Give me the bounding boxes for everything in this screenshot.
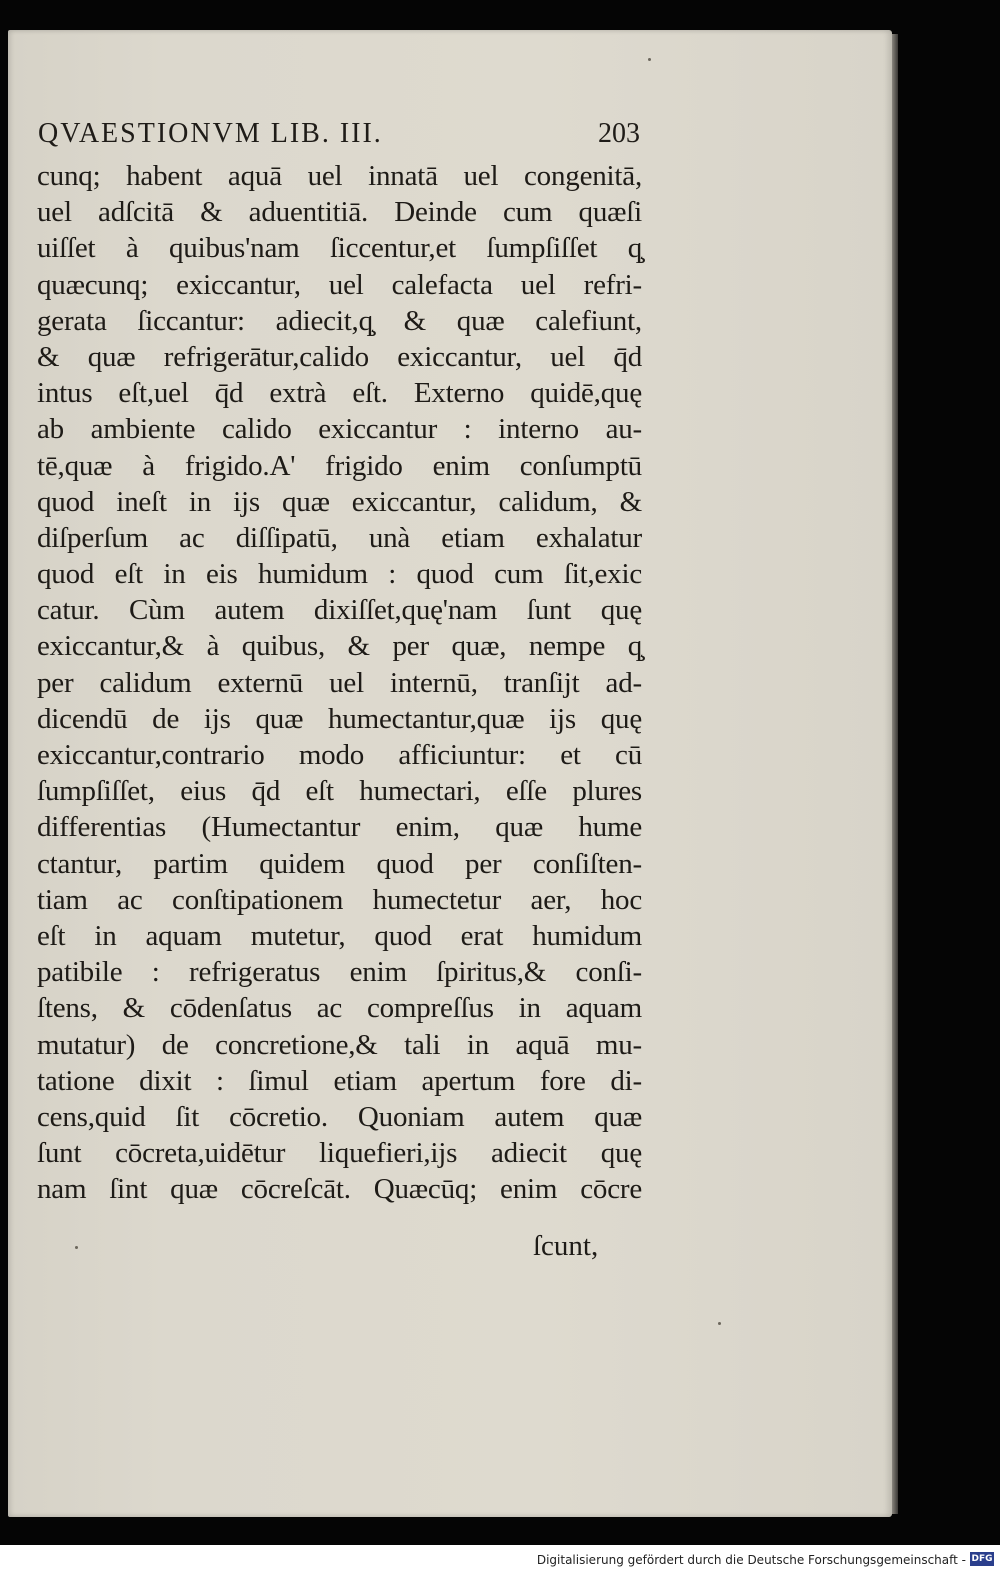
running-title: QVAESTIONVM LIB. III.	[38, 118, 383, 149]
text-line: cens,quid ſit cōcretio. Quoniam autem quæ	[37, 1100, 642, 1133]
text-line: differentias (Humectantur enim, quæ hume	[37, 811, 642, 844]
text-line: ab ambiente calido exiccantur : interno au-	[37, 413, 642, 446]
footer-bar	[0, 1545, 1000, 1573]
text-line: uel adſcitā & aduentitiā. Deinde cum quæſi	[37, 196, 642, 229]
dfg-logo: DFG	[971, 1554, 993, 1564]
text-line: ſunt cōcreta,uidētur liquefieri,ijs adiecit quę	[37, 1137, 642, 1170]
text-line: uiſſet à quibus'nam ſiccentur,et ſumpſiſſet q̧	[37, 232, 642, 265]
text-line: & quæ refrigerātur,calido exiccantur, uel q̄d	[37, 340, 642, 373]
text-line: diſperſum ac diſſipatū, unà etiam exhalatur	[37, 521, 642, 554]
text-line: cunq; habent aquā uel innatā uel congenitā,	[37, 160, 642, 192]
text-line: tatione dixit : ſimul etiam apertum fore di-	[37, 1064, 642, 1097]
text-line: ctantur, partim quidem quod per conſiſten-	[37, 847, 642, 880]
paper-speck	[75, 1246, 78, 1249]
body-text	[37, 158, 642, 1207]
text-line: eſt in aquam mutetur, quod erat humidum	[37, 919, 642, 952]
text-line: patibile : refrigeratus enim ſpiritus,& conſi-	[37, 956, 642, 989]
page-edge	[892, 34, 898, 1514]
catchword: ſcunt,	[533, 1230, 599, 1262]
text-line: intus eſt,uel q̄d extrà eſt. Externo quidē,quę	[37, 377, 642, 410]
text-line: exiccantur,& à quibus, & per quæ, nempe q̧	[37, 630, 642, 663]
page-header	[38, 118, 640, 154]
text-line: tiam ac conſtipationem humectetur aer, hoc	[37, 883, 642, 916]
text-line: nam ſint quæ cōcreſcāt. Quæcūq; enim cōcre	[37, 1173, 642, 1206]
text-line: ſtens, & cōdenſatus ac compreſſus in aquam	[37, 992, 642, 1025]
text-line: dicendū de ijs quæ humectantur,quæ ijs quę	[37, 702, 642, 735]
text-line: exiccantur,contrario modo afficiuntur: et cū	[37, 739, 642, 771]
paper-speck	[648, 58, 651, 61]
text-line: gerata ſiccantur: adiecit,q̧ & quæ calefiunt,	[37, 304, 642, 337]
funding-credit: Digitalisierung gefördert durch die Deutsche Forschungsgemeinschaft -	[536, 1553, 966, 1567]
paper-speck	[718, 1322, 721, 1325]
text-line: per calidum externū uel internū, tranſijt ad-	[37, 666, 642, 699]
text-line: quæcunq; exiccantur, uel calefacta uel refri-	[37, 268, 642, 301]
page-number: 203	[598, 118, 640, 149]
text-line: tē,quæ à frigido.A' frigido enim conſumptū	[37, 449, 642, 482]
text-line: ſumpſiſſet, eius q̄d eſt humectari, eſſe plures	[37, 775, 642, 808]
text-line: mutatur) de concretione,& tali in aquā mu-	[37, 1028, 642, 1061]
text-line: quod ineſt in ijs quæ exiccantur, calidum, &	[37, 485, 642, 518]
text-line: quod eſt in eis humidum : quod cum ſit,exic	[37, 558, 642, 591]
text-line: catur. Cùm autem dixiſſet,quę'nam ſunt quę	[37, 594, 642, 627]
